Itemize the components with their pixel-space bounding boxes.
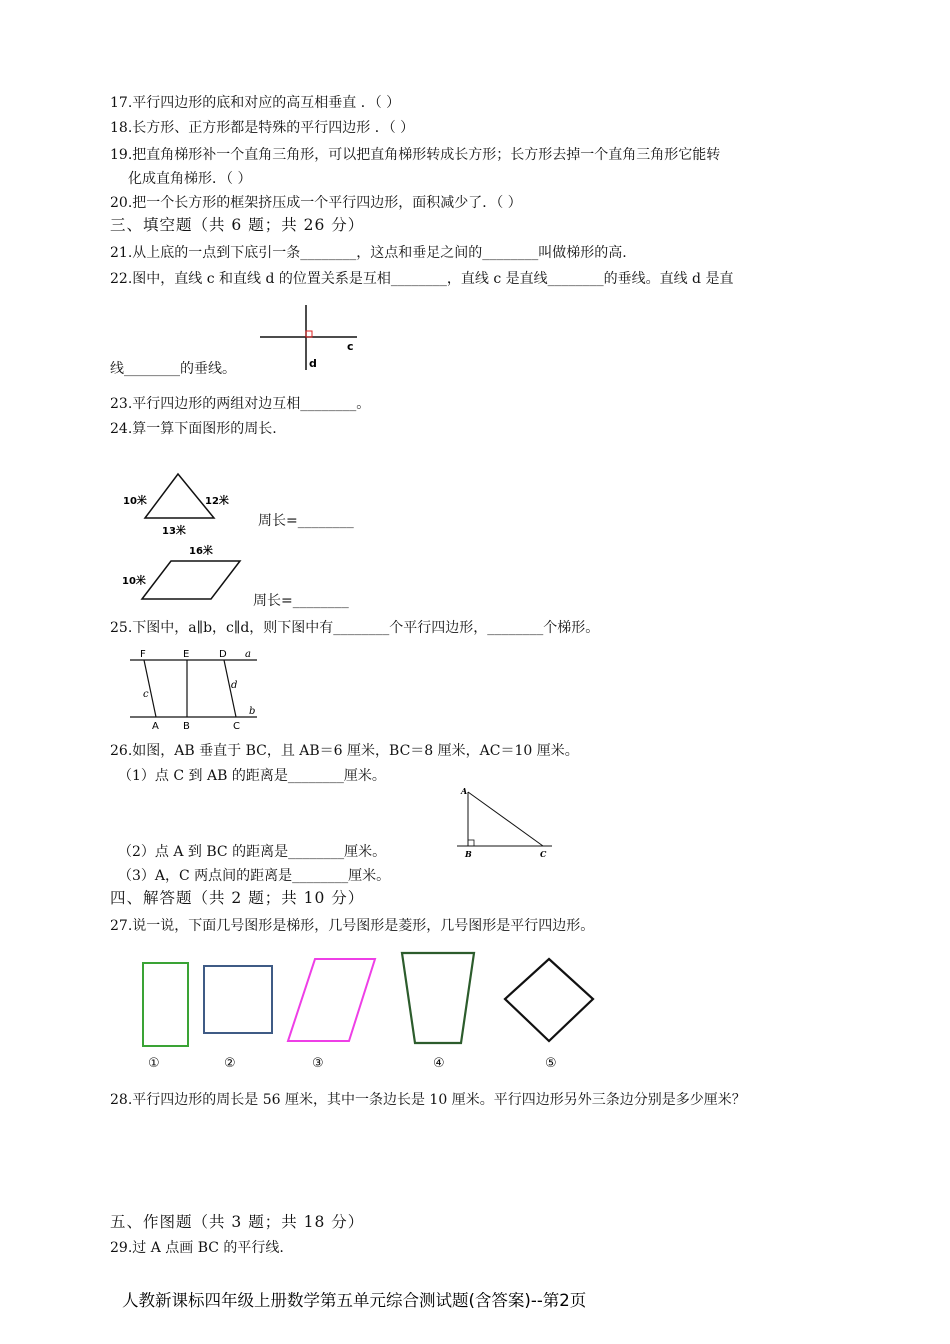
question-18: 18.长方形、正方形都是特殊的平行四边形 ．（ ） [110, 120, 415, 136]
shape-3-parallelogram [282, 955, 380, 1045]
vertex-c-label: C [540, 849, 547, 859]
question-19-line1: 19.把直角梯形补一个直角三角形，可以把直角梯形转成长方形；长方形去掉一个直角三角形它能转 [110, 147, 721, 163]
question-23: 23.平行四边形的两组对边互相________。 [110, 396, 371, 412]
question-28: 28.平行四边形的周长是 56 厘米，其中一条边长是 10 厘米。平行四边形另外三条边分别是多少厘米？ [110, 1092, 746, 1108]
line-c-label: c [347, 340, 354, 353]
triangle-figure [118, 462, 248, 542]
point-b-label: B [183, 721, 190, 732]
right-triangle-figure [455, 782, 560, 862]
point-f-label: F [140, 649, 146, 660]
parallelogram-perimeter-answer: 周长=________ [253, 593, 349, 609]
point-c-label: C [233, 721, 240, 732]
vertex-b-label: B [465, 849, 472, 859]
point-e-label: E [183, 649, 190, 660]
shape-4-number: ④ [433, 1056, 445, 1071]
shape-2-number: ② [224, 1056, 236, 1071]
triangle-right-label: 12米 [205, 496, 229, 507]
question-25: 25.下图中，a∥b，c∥d，则下图中有________个平行四边形，________个梯形。 [110, 620, 600, 636]
triangle-perimeter-answer: 周长=________ [258, 513, 354, 529]
question-19-line2: 化成直角梯形．（ ） [128, 171, 252, 187]
line-a-label: a [245, 649, 251, 660]
point-a-label: A [152, 721, 159, 732]
shape-1-rectangle [140, 960, 192, 1050]
section-3-title: 三、填空题（共 6 题；共 26 分） [110, 216, 365, 234]
parallelogram-top-label: 16米 [189, 546, 213, 557]
shape-4-trapezoid [397, 948, 479, 1048]
point-d-label: D [219, 649, 227, 660]
parallel-lines-figure [125, 644, 265, 734]
line-d-label: d [309, 357, 317, 370]
triangle-left-label: 10米 [123, 496, 147, 507]
shape-1-number: ① [148, 1056, 160, 1071]
question-26: 26.如图，AB 垂直于 BC，且 AB＝6 厘米，BC＝8 厘米，AC＝10 厘米。 [110, 743, 579, 759]
parallelogram-figure [118, 540, 248, 605]
page-footer: 人教新课标四年级上册数学第五单元综合测试题(含答案)--第2页 [122, 1291, 587, 1310]
parallelogram-left-label: 10米 [122, 576, 146, 587]
question-20: 20.把一个长方形的框架挤压成一个平行四边形，面积减少了．（ ） [110, 195, 522, 211]
question-26-part2: （2）点 A 到 BC 的距离是________厘米。 [118, 844, 387, 860]
question-17: 17.平行四边形的底和对应的高互相垂直 ．（ ） [110, 95, 401, 111]
perpendicular-lines-figure [255, 300, 365, 380]
shape-2-square [200, 962, 276, 1036]
shape-5-rhombus [500, 955, 600, 1045]
section-4-title: 四、解答题（共 2 题；共 10 分） [110, 889, 365, 907]
section-5-title: 五、作图题（共 3 题；共 18 分） [110, 1213, 365, 1231]
shape-5-number: ⑤ [545, 1056, 557, 1071]
triangle-bottom-label: 13米 [162, 526, 186, 537]
question-21: 21.从上底的一点到下底引一条________，这点和垂足之间的________叫做梯形的高. [110, 245, 627, 261]
vertex-a-label: A [461, 786, 468, 796]
question-24: 24.算一算下面图形的周长. [110, 421, 277, 437]
line-b-label: b [249, 706, 256, 717]
question-22-line1: 22.图中，直线 c 和直线 d 的位置关系是互相________，直线 c 是直线________的垂线。直线 d 是直 [110, 271, 734, 287]
question-26-part1: （1）点 C 到 AB 的距离是________厘米。 [118, 768, 386, 784]
shape-3-number: ③ [312, 1056, 324, 1071]
question-27: 27.说一说，下面几号图形是梯形，几号图形是菱形，几号图形是平行四边形。 [110, 918, 595, 934]
line-d-label: d [231, 680, 238, 691]
question-29: 29.过 A 点画 BC 的平行线. [110, 1240, 284, 1256]
question-22-line2: 线________的垂线。 [110, 361, 236, 377]
line-c-label: c [143, 689, 149, 700]
question-26-part3: （3）A，C 两点间的距离是________厘米。 [118, 868, 391, 884]
